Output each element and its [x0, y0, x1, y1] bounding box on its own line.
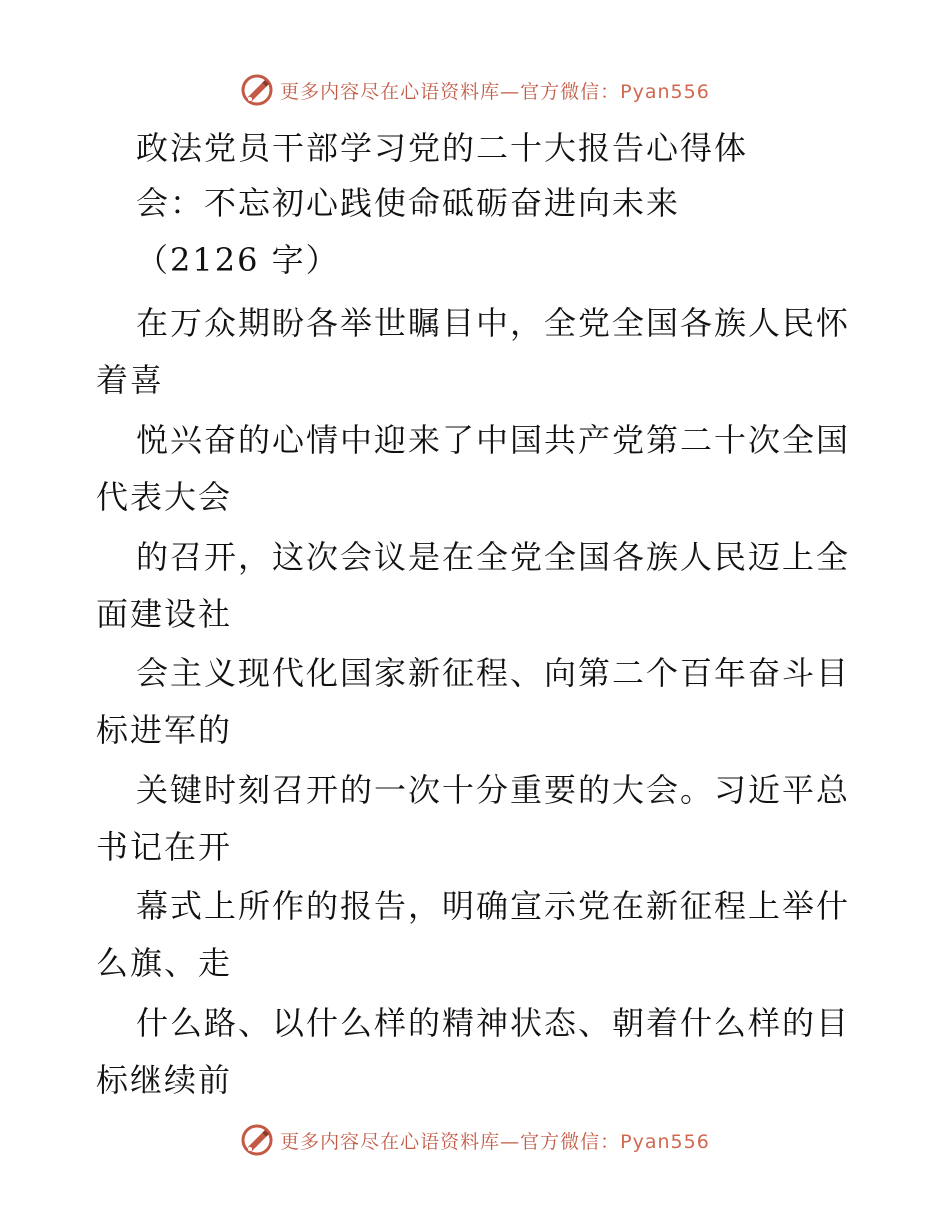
paragraph-line: 标继续前 [96, 1061, 233, 1099]
paragraph-line: 书记在开 [96, 828, 233, 866]
paragraph-line: 标进军的 [96, 711, 233, 749]
title-line-2: 会：不忘初心践使命砥砺奋进向未来 [136, 184, 681, 222]
paragraph-line: 会主义现代化国家新征程、向第二个百年奋斗目 [136, 654, 851, 692]
paragraph-line: 的召开，这次会议是在全党全国各族人民迈上全 [136, 538, 851, 576]
watermark-text: 更多内容尽在心语资料库—官方微信：Pyan556 [280, 1130, 710, 1153]
paragraph-line: 代表大会 [96, 478, 233, 516]
paragraph-line: 关键时刻召开的一次十分重要的大会。习近平总 [136, 771, 851, 809]
pen-logo-icon [240, 73, 274, 107]
paragraph-line: 在万众期盼各举世瞩目中，全党全国各族人民怀 [136, 304, 851, 342]
pen-logo-icon [240, 1123, 274, 1157]
header-watermark-banner [0, 70, 950, 110]
paragraph-line: 着喜 [96, 361, 165, 399]
title-line-1: 政法党员干部学习党的二十大报告心得体 [136, 129, 749, 167]
paragraph-line: 悦兴奋的心情中迎来了中国共产党第二十次全国 [136, 421, 851, 459]
footer-watermark-banner [0, 1120, 950, 1160]
paragraph-line: 什么路、以什么样的精神状态、朝着什么样的目 [136, 1004, 851, 1042]
word-count: （2126 字） [136, 241, 340, 279]
paragraph-line: 幕式上所作的报告，明确宣示党在新征程上举什 [136, 887, 851, 925]
paragraph-line: 么旗、走 [96, 944, 233, 982]
paragraph-line: 面建设社 [96, 595, 233, 633]
watermark-text: 更多内容尽在心语资料库—官方微信：Pyan556 [280, 80, 710, 103]
wechat-id: Pyan556 [620, 1130, 710, 1153]
wechat-id: Pyan556 [620, 80, 710, 103]
